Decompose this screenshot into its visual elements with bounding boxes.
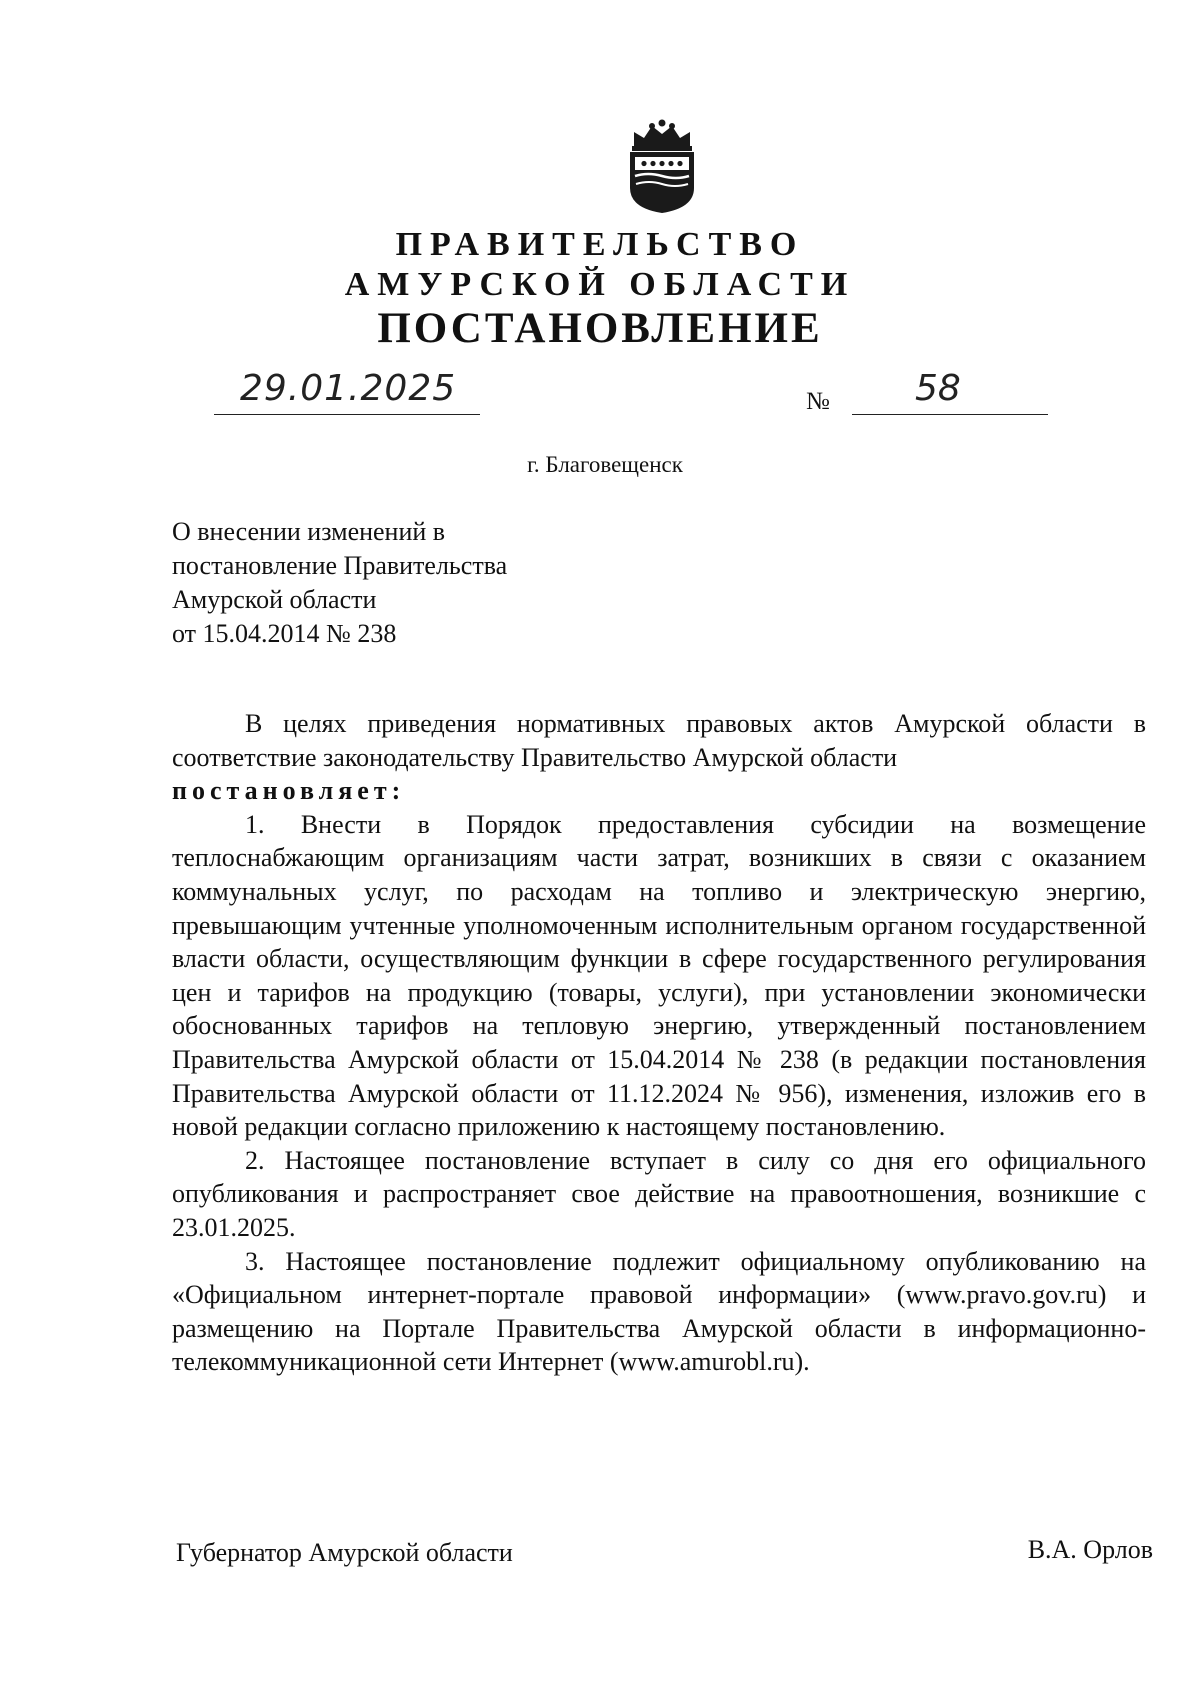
resolves-word: постановляет: <box>172 776 406 806</box>
header-government: ПРАВИТЕЛЬСТВО <box>395 226 805 263</box>
document-type-title: ПОСТАНОВЛЕНИЕ <box>377 305 823 352</box>
item-3: 3. Настоящее постановление подлежит официальному опубликованию на «Официальном интернет-портале правовой информации» (www.pravo.gov.ru) и размещению на Портале Правительства Амурской области в информационно-телекоммуникационной сети Интернет (www.amurobl.ru). <box>172 1246 1146 1377</box>
handwritten-number: 58 <box>915 368 961 409</box>
intro-paragraph: В целях приведения нормативных правовых актов Амурской области в соответствие законодательству Правительство Амурской области <box>172 709 1146 772</box>
coat-of-arms-icon <box>622 118 702 214</box>
signatory-name: В.А. Орлов <box>1027 1535 1153 1564</box>
subject-line: Амурской области <box>172 585 377 614</box>
number-underline <box>852 414 1048 415</box>
document-body <box>172 707 1146 1379</box>
item-1: 1. Внести в Порядок предоставления субсидии на возмещение теплоснабжающим организациям части затрат, возникших в связи с оказанием коммунальных услуг, по расходам на топливо и электрическую энергию, превышающим учтенные уполномоченным исполнительным органом государственной власти области, осуществляющим функции в сфере государственного регулирования цен и тарифов на продукцию (товары, услуги), при установлении экономически обоснованных тарифов на тепловую энергию, утвержденный постановлением Правительства Амурской области от 15.04.2014 № 238 (в редакции постановления Правительства Амурской области от 11.12.2024 № 956), изменения, изложив его в новой редакции согласно приложению к настоящему постановлению. <box>172 809 1146 1142</box>
date-underline <box>214 414 480 415</box>
header-region: АМУРСКОЙ ОБЛАСТИ <box>344 266 856 303</box>
city-name: г. Благовещенск <box>527 452 683 477</box>
subject-line: О внесении изменений в <box>172 517 446 546</box>
signatory-position: Губернатор Амурской области <box>176 1538 513 1567</box>
item-2: 2. Настоящее постановление вступает в силу со дня его официального опубликования и распространяет свое действие на правоотношения, возникшие с 23.01.2025. <box>172 1145 1146 1242</box>
subject-line: от 15.04.2014 № 238 <box>172 619 397 648</box>
number-sign: № <box>806 388 830 415</box>
subject-line: постановление Правительства <box>172 551 508 580</box>
document-subject <box>172 515 692 651</box>
handwritten-date: 29.01.2025 <box>240 368 457 409</box>
